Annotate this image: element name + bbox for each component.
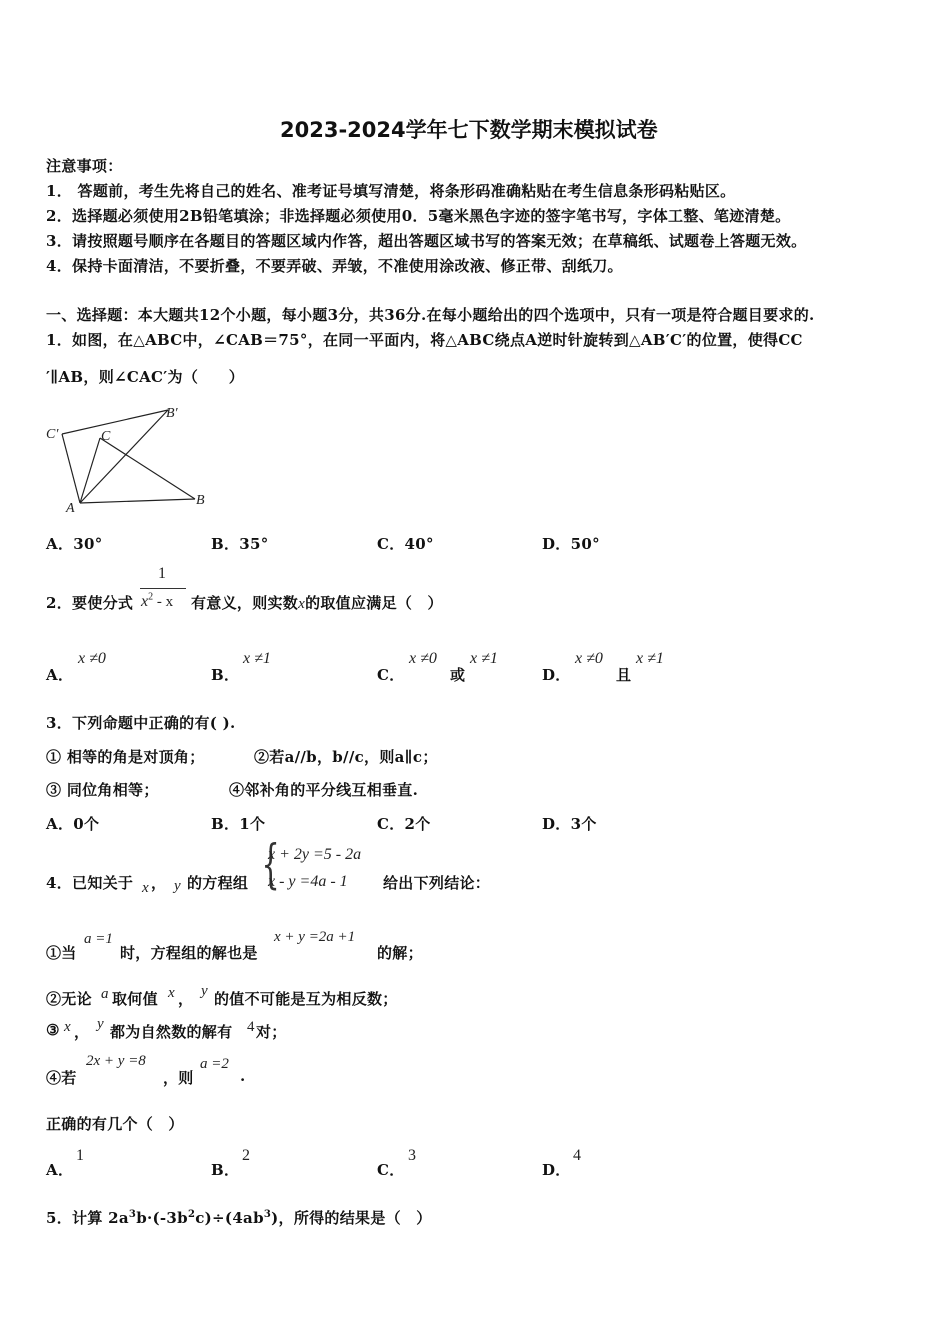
q4-option-a-letter[interactable]: A． [46,1161,74,1179]
q4-eq2: x - y =4a - 1 [268,873,348,890]
q2-option-d-join: 且 [616,666,632,684]
q5-exp-2: 2 [187,1209,196,1220]
q4-option-c-num: 3 [408,1147,416,1164]
option-letter: B． [211,815,240,833]
q2-suffix-a: 有意义，则实数 [191,594,299,612]
option-text: 35° [239,535,269,553]
q5-exp-1: 3 [128,1209,137,1220]
q4-mid: 的方程组 [187,874,249,892]
q3-option-d[interactable] [542,813,597,834]
q3-statement-1: ① 相等的角是对顶角； [46,748,205,766]
q2-option-a-letter[interactable]: A． [46,666,74,684]
q4-conclusion-3-x: x [64,1019,71,1035]
q3-statement-3: ③ 同位角相等； [46,781,159,799]
option-letter: D． [542,815,571,833]
section-heading: 一、选择题：本大题共12个小题，每小题3分，共36分.在每小题给出的四个选项中，只有一项是符合题目要求的. [46,306,815,324]
q4-conclusion-4-m1: 2x + y =8 [86,1053,146,1069]
q2-option-a-math: x ≠0 [78,650,106,667]
q4-conclusion-2-pre: ②无论 [46,990,92,1008]
q2-prefix: 2．要使分式 [46,594,134,612]
label-b: B [196,493,205,508]
q4-conclusion-4-pre: ④若 [46,1069,77,1087]
notice-heading: 注意事项： [46,157,123,175]
q4-conclusion-3-suf: 对； [256,1023,287,1041]
q2-option-b-math: x ≠1 [243,650,271,667]
option-letter: A． [46,815,74,833]
q5-stem [46,1207,432,1228]
q4-conclusion-1-m1: a =1 [84,931,113,947]
notice-item-3: 3．请按照题号顺序在各题目的答题区域内作答，超出答题区域书写的答案无效；在草稿纸、试题卷上答题无效。 [46,232,807,250]
q5-exp-3: 3 [263,1209,272,1220]
notice-item-4: 4．保持卡面清洁，不要折叠，不要弄破、弄皱，不准使用涂改液、修正带、刮纸刀。 [46,257,623,275]
q4-option-b-num: 2 [242,1147,250,1164]
q4-system-brace: { [261,835,280,895]
q4-conclusion-4-m2: a =2 [200,1056,229,1072]
q4-prefix: 4．已知关于 [46,874,134,892]
q4-eq1: x + 2y =5 - 2a [268,846,362,863]
label-cprime: C′ [46,427,59,442]
q2-suffix-b: 的取值应满足（ ） [305,594,443,612]
option-letter: C． [377,535,405,553]
q2-frac-bar [140,588,186,589]
q4-conclusion-1-mid: 时，方程组的解也是 [120,944,258,962]
option-text: 50° [570,535,600,553]
q4-comma: ， [151,874,167,892]
q4-conclusion-3-mid: 都为自然数的解有 [110,1023,233,1041]
q2-frac-numerator: 1 [158,565,166,582]
option-letter: C． [377,815,405,833]
q4-option-a-num: 1 [76,1147,84,1164]
q2-option-c-math: x ≠0 [409,650,437,667]
q2-option-d-math2: x ≠1 [636,650,664,667]
q3-stem: 3．下列命题中正确的有( ). [46,714,236,732]
q4-option-c-letter[interactable]: C． [377,1161,405,1179]
option-text: 2个 [404,815,431,833]
notice-item-1: 1． 答题前，考生先将自己的姓名、准考证号填写清楚，将条形码准确粘贴在考生信息条形码粘贴区。 [46,182,736,200]
q1-figure [40,398,220,518]
notice-item-2: 2．选择题必须使用2B铅笔填涂；非选择题必须使用0．5毫米黑色字迹的签字笔书写，字体工整、笔迹清楚。 [46,207,791,225]
seg-cprime-a [62,434,80,503]
option-text: 0个 [73,815,100,833]
q4-conclusion-2-mid: 取何值 [112,990,158,1008]
q2-var: x [298,596,306,612]
q4-conclusion-2-a: a [101,986,109,1002]
q4-conclusion-2-suf: 的值不可能是互为相反数； [214,990,398,1008]
q4-ask: 正确的有几个（ ） [46,1115,184,1133]
q4-conclusion-3-n: 4 [247,1019,255,1035]
option-letter: D． [542,535,571,553]
option-letter: B． [211,535,240,553]
q1-stem-line1: 1．如图，在△ABC中，∠CAB＝75°，在同一平面内，将△ABC绕点A逆时针旋转到△AB′C′的位置，使得CC [46,331,803,349]
q4-conclusion-3-pre: ③ [46,1021,60,1039]
option-letter: A． [46,535,74,553]
q5-m1: b·(-3b [136,1209,188,1227]
den-exp: 2 [148,591,154,603]
q4-conclusion-4-mid: ，则 [163,1069,194,1087]
q4-conclusion-1-pre: ①当 [46,944,77,962]
label-bprime: B′ [166,406,178,421]
q2-frac-denominator [141,591,173,611]
q4-option-d-num: 4 [573,1147,581,1164]
q4-option-d-letter[interactable]: D． [542,1161,571,1179]
q4-conclusion-2-y: y [201,983,208,999]
q2-suffix [191,592,443,613]
q4-suffix: 给出下列结论： [383,874,491,892]
q1-option-a[interactable] [46,533,103,554]
q2-option-d-math: x ≠0 [575,650,603,667]
q4-conclusion-3-comma: ， [74,1023,90,1041]
q2-option-c-letter[interactable]: C． [377,666,405,684]
den-rest: - x [153,594,174,610]
q5-pre: 5．计算 2a [46,1209,129,1227]
q2-option-d-letter[interactable]: D． [542,666,571,684]
q3-statement-4: ④邻补角的平分线互相垂直. [229,781,419,799]
q2-option-b-letter[interactable]: B． [211,666,240,684]
page-title: 2023-2024学年七下数学期末模拟试卷 [280,118,658,142]
option-text: 30° [73,535,103,553]
seg-cprime-bprime [62,410,168,434]
q1-stem-line2: ′∥AB，则∠CAC′为（ ） [46,368,245,386]
den-x: x [141,593,149,610]
q4-conclusion-2-x: x [168,985,175,1001]
q3-statement-2: ②若a//b，b//c，则a∥c； [254,748,438,766]
seg-a-b [80,499,195,503]
q1-option-d[interactable] [542,533,600,554]
label-a: A [66,501,75,516]
q3-option-a[interactable] [46,813,99,834]
option-text: 40° [404,535,434,553]
seg-c-b [100,438,195,499]
q5-suf: )，所得的结果是（ ） [271,1209,432,1227]
q1-option-c[interactable] [377,533,434,554]
q2-option-c-math2: x ≠1 [470,650,498,667]
q3-option-c[interactable] [377,813,431,834]
option-text: 3个 [570,815,597,833]
q3-option-b[interactable] [211,813,265,834]
q4-conclusion-4-suf: . [240,1067,246,1085]
q5-m2: c)÷(4ab [195,1209,264,1227]
q4-conclusion-1-m2: x + y =2a +1 [274,929,356,945]
q4-conclusion-3-y: y [97,1016,104,1032]
q2-option-c-join: 或 [450,666,466,684]
label-c: C [101,429,111,444]
q4-var-x: x [142,880,149,896]
option-text: 1个 [239,815,266,833]
q1-option-b[interactable] [211,533,269,554]
q4-option-b-letter[interactable]: B． [211,1161,240,1179]
q4-conclusion-2-comma: ， [178,990,194,1008]
q4-conclusion-1-suf: 的解； [377,944,423,962]
seg-a-bprime [80,410,168,503]
q4-var-y: y [174,878,181,894]
